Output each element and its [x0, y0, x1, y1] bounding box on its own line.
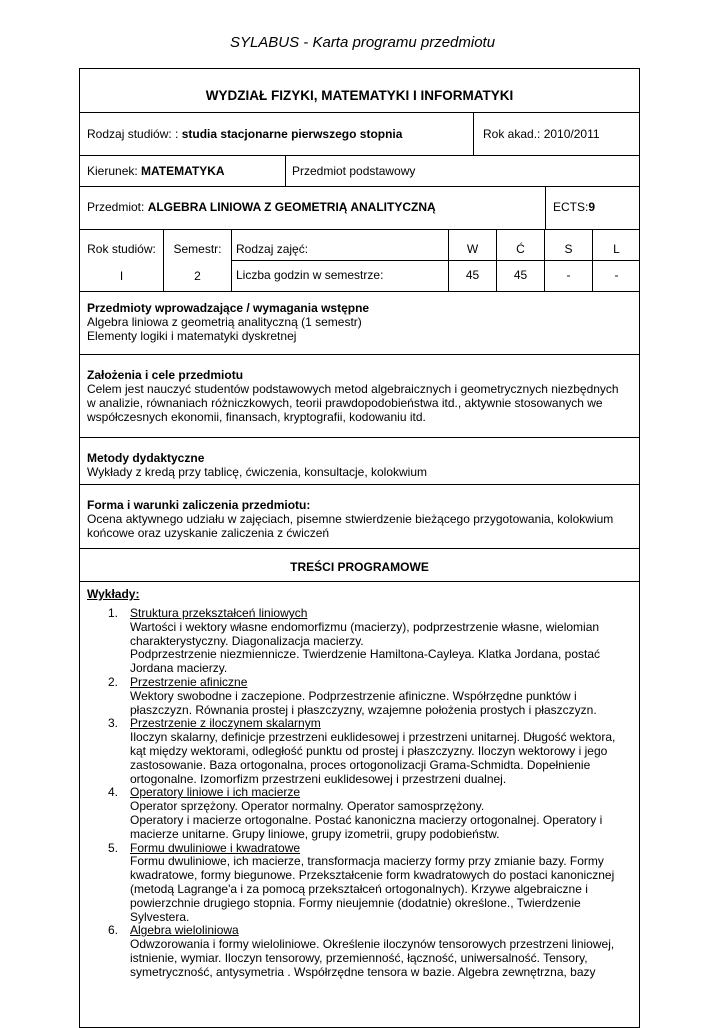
subject-row — [80, 187, 639, 230]
ects-label: ECTS: — [553, 200, 589, 214]
assessment-section — [80, 485, 639, 549]
direction-cell — [80, 156, 285, 186]
lecture-line: Operatory i macierze ortogonalne. Postać kanoniczna macierzy ortogonalnej. Operatory i — [130, 812, 603, 827]
lecture-line: zastosowanie. Baza ortogonalna, proces ortogonolizacji Grama-Schmidta. Dopełnienie — [130, 757, 591, 772]
lecture-line: macierze unitarne. Grupy liniowe, grupy izometrii, grupy podobieństw. — [130, 826, 500, 841]
lecture-line: (metodą Lagrange'a i za pomocą przekształceń ortogonalnych). Krzywe algebraiczne i — [130, 881, 588, 896]
lecture-item — [87, 717, 632, 786]
lecture-line: Odwzorowania i formy wieloliniowe. Określenie iloczynów tensorowych przestrzeni liniowej, — [130, 937, 615, 952]
program-title: TREŚCI PROGRAMOWE — [290, 560, 429, 574]
lecture-line: Formu dwuliniowe, ich macierze, transformacja macierzy formy przy zmianie bazy. Formy — [130, 854, 604, 869]
direction-label: Kierunek: — [87, 164, 142, 178]
hours-grid — [231, 230, 639, 291]
col-s: S — [544, 230, 592, 261]
lecture-number: 1. — [108, 606, 119, 620]
page-header: SYLABUS - Karta programu przedmiotu — [229, 34, 496, 51]
lecture-number: 5. — [108, 840, 119, 855]
program-title-row — [80, 549, 639, 582]
col-w: W — [448, 230, 496, 261]
lecture-line: powierzchnie drugiego stopnia. Formy nieujemnie (dodatnie) określone., Twierdzenie — [130, 895, 581, 910]
lecture-line: Wektory swobodne i zaczepione. Podprzestrzenie afiniczne. Współrzędne punktów i — [130, 688, 577, 703]
lecture-title: Przestrzenie z iloczynem skalarnym — [130, 716, 321, 731]
lecture-item — [87, 842, 632, 925]
faculty-title: WYDZIAŁ FIZYKI, MATEMATYKI I INFORMATYKI — [205, 88, 514, 103]
year-value: I — [119, 269, 124, 283]
lecture-title: Formu dwuliniowe i kwadratowe — [130, 840, 301, 855]
prerequisites-line: Algebra liniowa z geometrią analityczną (1 semestr) — [87, 315, 362, 329]
hours-label: Liczba godzin w semestrze: — [236, 268, 384, 282]
lecture-item — [87, 676, 632, 717]
lecture-item — [87, 924, 632, 979]
syllabus-table — [79, 68, 640, 1028]
lecture-line: Jordana macierzy. — [130, 661, 228, 676]
study-type-label: Rodzaj studiów: : — [87, 127, 182, 141]
hours-l: - — [592, 261, 640, 291]
lecture-title: Algebra wieloliniowa — [130, 923, 239, 938]
ects-value: 9 — [588, 200, 596, 214]
lecture-line: Podprzestrzenie niezmiennicze. Twierdzenie Hamiltona-Cayleya. Klatka Jordana, postać — [130, 647, 601, 662]
prerequisites-line: Elementy logiki i matematyki dyskretnej — [87, 329, 297, 343]
lecture-item — [87, 607, 632, 676]
lectures-label: Wykłady: — [87, 587, 140, 601]
hours-header-row — [232, 230, 640, 261]
lecture-title: Operatory liniowe i ich macierze — [130, 785, 301, 800]
study-type-row — [80, 113, 639, 156]
lecture-line: charakterystyczny. Diagonalizacja macierzy. — [130, 633, 364, 648]
goals-line: Celem jest nauczyć studentów podstawowych metod algebraicznych i geometrycznych niezbędnych — [87, 382, 619, 396]
methods-line: Wykłady z kredą przy tablicę, ćwiczenia, konsultacje, kolokwium — [87, 465, 428, 479]
goals-line: współczesnych ekonomii, finansach, kryptografii, kodowaniu itd. — [87, 410, 426, 424]
goals-title: Założenia i cele przedmiotu — [87, 368, 244, 382]
study-type-value: studia stacjonarne pierwszego stopnia — [181, 127, 403, 141]
academic-year: Rok akad.: 2010/2011 — [473, 113, 639, 155]
methods-title: Metody dydaktyczne — [87, 451, 205, 465]
methods-section — [80, 438, 639, 485]
year-cell — [80, 230, 163, 291]
year-label: Rok studiów: — [87, 242, 156, 256]
subject-value: ALGEBRA LINIOWA Z GEOMETRIĄ ANALITYCZNĄ — [147, 200, 436, 214]
hours-c: 45 — [496, 261, 544, 291]
lecture-number: 3. — [108, 716, 119, 731]
lecture-line: kwadratowe, formy biegunowe. Przekształcenie form kwadratowych do postaci kanonicznej — [130, 868, 615, 883]
semester-cell — [163, 230, 231, 291]
col-c: Ć — [496, 230, 544, 261]
class-type-label: Rodzaj zajęć: — [236, 242, 309, 256]
lecture-number: 4. — [108, 785, 119, 800]
lecture-line: istnienie, wymiar. Iloczyn tensorowy, przemienność, łączność, uniwersalność. Tensory, — [130, 950, 588, 965]
faculty-row — [80, 69, 639, 113]
hours-value-row — [232, 261, 640, 291]
lecture-title: Struktura przekształceń liniowych — [130, 606, 308, 620]
lecture-line: Sylvestera. — [130, 909, 190, 924]
semester-label: Semestr: — [173, 242, 222, 256]
subject-type: Przedmiot podstawowy — [285, 156, 639, 186]
lecture-number: 6. — [108, 923, 119, 938]
lecture-line: Operator sprzężony. Operator normalny. Operator samosprzężony. — [130, 799, 485, 814]
lecture-line: płaszczyzn. Równania prostej i płaszczyzny, wzajemne położenia prostych i płaszczyzn. — [130, 702, 597, 717]
subject-cell — [80, 187, 545, 229]
lecture-title: Przestrzenie afiniczne — [130, 674, 248, 689]
lectures-section — [80, 582, 639, 980]
hours-s: - — [544, 261, 592, 291]
lecture-number: 2. — [108, 674, 119, 689]
assessment-line: Ocena aktywnego udziału w zajęciach, pisemne stwierdzenie bieżącego przygotowania, kolokwium — [87, 512, 614, 526]
ects-cell — [545, 187, 639, 229]
subject-label: Przedmiot: — [87, 200, 148, 214]
lecture-line: Iloczyn skalarny, definicje przestrzeni euklidesowej i przestrzeni unitarnej. Długość wektora, — [130, 730, 616, 745]
lecture-line: ortogonalne. Izomorfizm przestrzeni euklidesowej i przestrzeni dualnej. — [130, 771, 507, 786]
goals-section — [80, 355, 639, 438]
hours-w: 45 — [448, 261, 496, 291]
lecture-line: kąt między wektorami, odległość punktu od prostej i płaszczyzny. Iloczyn wektorowy i jego — [130, 743, 608, 758]
semester-value: 2 — [194, 269, 201, 283]
prerequisites-section — [80, 292, 639, 355]
direction-row — [80, 156, 639, 187]
lectures-list — [87, 607, 632, 980]
direction-value: MATEMATYKA — [141, 164, 225, 178]
prerequisites-title: Przedmioty wprowadzające / wymagania wstępne — [87, 301, 370, 315]
schedule-row — [80, 230, 639, 292]
lecture-item — [87, 786, 632, 841]
study-type-cell — [80, 113, 473, 155]
assessment-title: Forma i warunki zaliczenia przedmiotu: — [87, 498, 311, 512]
goals-line: w analizie, równaniach różniczkowych, teorii prawdopodobieństwa itd., aktywnie stosowanych we — [87, 396, 603, 410]
col-l: L — [592, 230, 640, 261]
lecture-line: symetryczność, antysymetria . Współrzędne tensora w bazie. Algebra zewnętrzna, bazy — [130, 964, 596, 979]
assessment-line: końcowe oraz uzyskanie zaliczenia z ćwiczeń — [87, 526, 330, 540]
lecture-line: Wartości i wektory własne endomorfizmu (macierzy), podprzestrzenie własne, wielomian — [130, 619, 600, 634]
